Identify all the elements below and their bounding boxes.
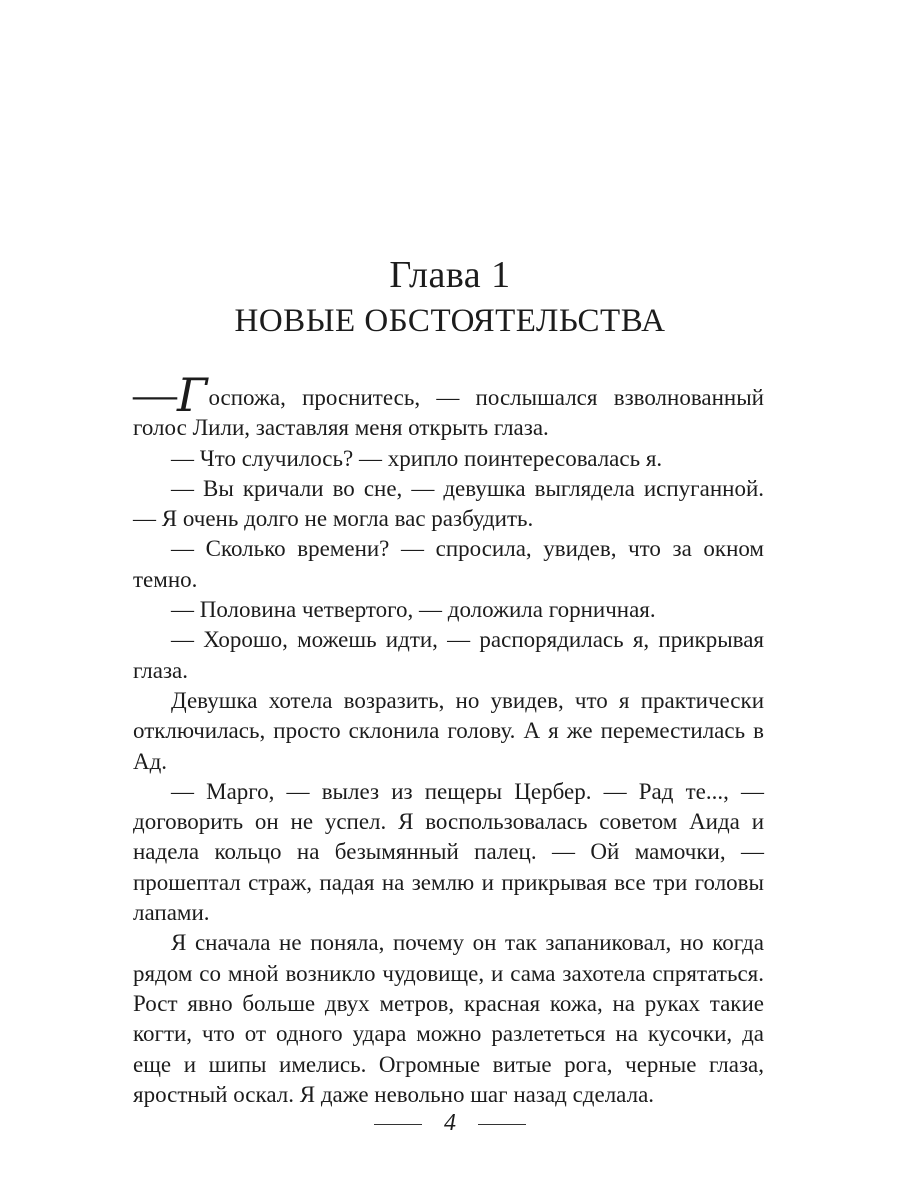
folio-rule-right <box>478 1124 526 1125</box>
drop-cap-initial: Г <box>177 368 208 422</box>
paragraph: — Марго, — вылез из пещеры Цербер. — Рад те..., — договорить он не успел. Я воспользовалась советом Аида и надела кольцо на безымянный палец. — Ой мамочки, — прошептал страж, падая на землю и прикрывая все три головы лапами. <box>133 778 764 926</box>
paragraph: — Половина четвертого, — доложила горничная. <box>171 597 656 623</box>
opening-paragraph <box>133 368 764 444</box>
paragraph: — Что случилось? — хрипло поинтересовалась я. <box>171 445 663 471</box>
paragraph: — Сколько времени? — спросила, увидев, что за окном темно. <box>133 536 764 592</box>
opening-dash: — <box>133 370 177 419</box>
paragraph: — Хорошо, можешь идти, — распорядилась я, прикрывая глаза. <box>133 627 764 683</box>
page-footer <box>0 1108 900 1138</box>
paragraph: Девушка хотела возразить, но увидев, что я практически отключилась, просто склонила голову. А я же переместилась в Ад. <box>133 687 764 774</box>
page-number: 4 <box>444 1110 456 1136</box>
chapter-body <box>133 368 764 1110</box>
paragraph: — Вы кричали во сне, — девушка выглядела испуганной. — Я очень долго не могла вас разбудить. <box>133 475 764 532</box>
opening-text: оспожа, проснитесь, — послышался взволнованный голос Лили, заставляя меня открыть глаза. <box>133 385 764 441</box>
chapter-title: НОВЫЕ ОБСТОЯТЕЛЬСТВА <box>234 303 666 339</box>
folio-rule-left <box>374 1124 422 1125</box>
paragraph: Я сначала не поняла, почему он так запаниковал, но когда рядом со мной возникло чудовище, и сама захотела спрятаться. Рост явно больше двух метров, красная кожа, на руках такие когти, что от одного удара можно разлететься на кусочки, да еще и шипы имелись. Огромные витые рога, черные глаза, яростный оскал. Я даже невольно шаг назад сделала. <box>133 930 764 1107</box>
chapter-number: Глава 1 <box>389 254 511 296</box>
chapter-heading <box>0 252 900 344</box>
